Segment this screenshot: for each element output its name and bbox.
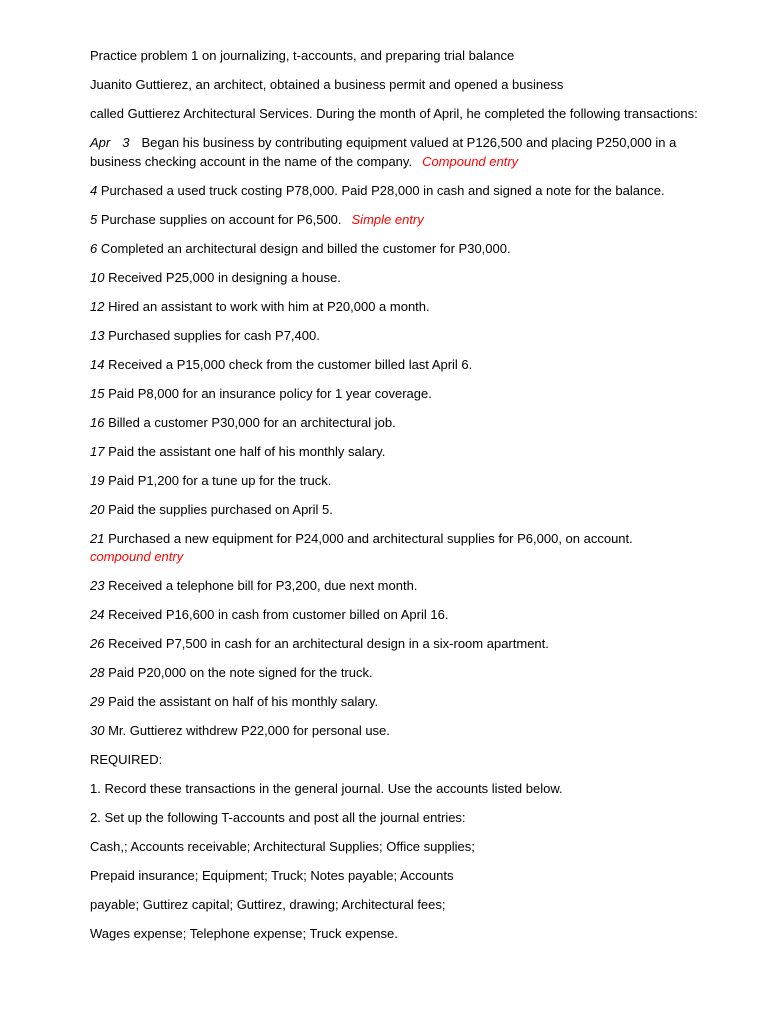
- transaction-text: Paid P20,000 on the note signed for the truck.: [108, 665, 373, 680]
- transaction-day: 6: [90, 240, 98, 256]
- transaction-text: Purchased supplies for cash P7,400.: [108, 327, 320, 343]
- transaction-item: [90, 577, 708, 596]
- transaction-day: 28: [90, 665, 105, 680]
- entry-type-note: Simple entry: [351, 211, 424, 227]
- transaction-text: Purchased a used truck costing P78,000. Paid P28,000 in cash and signed a note for the balance.: [100, 182, 665, 198]
- transaction-item: [90, 134, 708, 171]
- transaction-text: Paid P8,000 for an insurance policy for 1 year coverage.: [108, 385, 432, 401]
- transaction-item: [90, 693, 708, 712]
- transaction-day: 15: [90, 385, 105, 401]
- transaction-day: 29: [90, 694, 105, 709]
- intro-line-1: Juanito Guttierez, an architect, obtained a business permit and opened a business: [90, 77, 564, 92]
- transaction-item: [90, 606, 708, 625]
- transaction-text: Completed an architectural design and billed the customer for P30,000.: [100, 240, 511, 256]
- transaction-item: [90, 240, 708, 259]
- transaction-month: Apr: [90, 135, 111, 150]
- transaction-day: 23: [90, 578, 105, 593]
- intro-line-2: called Guttierez Architectural Services. During the month of April, he completed the following transactions:: [90, 106, 698, 121]
- transaction-item: [90, 182, 708, 201]
- accounts-line: payable; Guttirez capital; Guttirez, drawing; Architectural fees;: [90, 897, 446, 912]
- transaction-item: [90, 327, 708, 346]
- accounts-line: Prepaid insurance; Equipment; Truck; Notes payable; Accounts: [90, 868, 454, 883]
- transaction-text: Received P25,000 in designing a house.: [108, 269, 341, 285]
- transaction-day: 17: [90, 443, 105, 459]
- requirement-1: 1. Record these transactions in the general journal. Use the accounts listed below.: [90, 781, 563, 796]
- transaction-text: Received a P15,000 check from the customer billed last April 6.: [108, 356, 473, 372]
- entry-type-note: Compound entry: [422, 153, 519, 169]
- transaction-text: Began his business by contributing equipment valued at P126,500 and placing P250,000 in a business checking account in the name of the company.: [90, 135, 677, 169]
- transaction-day: 14: [90, 356, 105, 372]
- transaction-day: 3: [122, 135, 130, 150]
- transaction-item: [90, 269, 708, 288]
- transaction-day: 19: [90, 472, 105, 488]
- transaction-day: 12: [90, 298, 105, 314]
- transaction-item: [90, 722, 708, 741]
- transaction-day: 16: [90, 414, 105, 430]
- transaction-text: Mr. Guttierez withdrew P22,000 for personal use.: [108, 723, 390, 738]
- transaction-day: 30: [90, 723, 105, 738]
- transaction-text: Purchased a new equipment for P24,000 and architectural supplies for P6,000, on account.: [108, 530, 633, 546]
- transaction-text: Paid the supplies purchased on April 5.: [108, 501, 333, 517]
- requirement-2: 2. Set up the following T-accounts and post all the journal entries:: [90, 810, 466, 825]
- document-title: Practice problem 1 on journalizing, t-accounts, and preparing trial balance: [90, 48, 515, 63]
- transaction-item: [90, 414, 708, 433]
- transaction-text: Received P16,600 in cash from customer billed on April 16.: [108, 607, 449, 622]
- transaction-text: Received P7,500 in cash for an architectural design in a six-room apartment.: [108, 636, 549, 651]
- transaction-item: [90, 472, 708, 491]
- transaction-item: [90, 501, 708, 520]
- transaction-text: Paid the assistant on half of his monthly salary.: [108, 694, 379, 709]
- transaction-item: [90, 635, 708, 654]
- transaction-text: Purchase supplies on account for P6,500.: [100, 211, 342, 227]
- transaction-text: Paid P1,200 for a tune up for the truck.: [108, 472, 332, 488]
- transaction-day: 5: [90, 211, 98, 227]
- transaction-item: [90, 443, 708, 462]
- required-heading: REQUIRED:: [90, 752, 163, 767]
- transaction-text: Hired an assistant to work with him at P20,000 a month.: [108, 298, 430, 314]
- transaction-day: 20: [90, 501, 105, 517]
- transaction-text: Paid the assistant one half of his monthly salary.: [108, 443, 386, 459]
- transaction-day: 26: [90, 636, 105, 651]
- accounts-line: Cash,; Accounts receivable; Architectural Supplies; Office supplies;: [90, 839, 475, 854]
- transaction-item: [90, 385, 708, 404]
- transaction-day: 4: [90, 182, 98, 198]
- entry-type-note: compound entry: [90, 549, 184, 564]
- transaction-item: [90, 356, 708, 375]
- transaction-day: 21: [90, 530, 105, 546]
- transaction-day: 24: [90, 607, 105, 622]
- accounts-line: Wages expense; Telephone expense; Truck expense.: [90, 926, 398, 941]
- transaction-item: [90, 211, 708, 230]
- transaction-item: [90, 664, 708, 683]
- transaction-day: 10: [90, 269, 105, 285]
- transaction-item: [90, 298, 708, 317]
- transaction-item: [90, 530, 708, 567]
- transaction-text: Received a telephone bill for P3,200, due next month.: [108, 578, 418, 593]
- transaction-day: 13: [90, 327, 105, 343]
- transaction-text: Billed a customer P30,000 for an architectural job.: [108, 414, 396, 430]
